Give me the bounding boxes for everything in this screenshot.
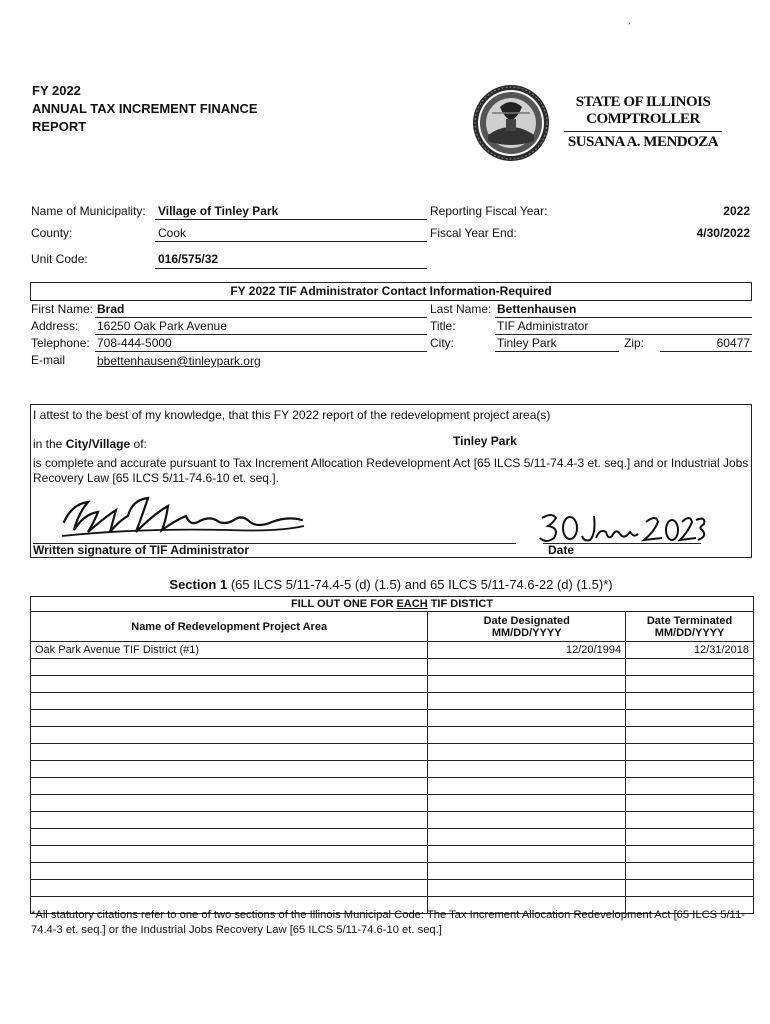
cell-date-designated [428, 812, 626, 829]
table-row [31, 744, 754, 761]
cell-project-name [31, 676, 428, 693]
last-name-underline [495, 317, 752, 318]
last-name-label: Last Name: [430, 302, 492, 316]
cell-date-terminated [626, 659, 754, 676]
cell-date-designated [428, 761, 626, 778]
email-label: E-mail [31, 353, 66, 367]
cell-project-name [31, 744, 428, 761]
stray-mark: ´ [628, 22, 631, 32]
cell-date-designated [428, 829, 626, 846]
cell-date-terminated: 12/31/2018 [626, 642, 754, 659]
comptroller-name: SUSANA A. MENDOZA [567, 134, 719, 150]
table-row [31, 727, 754, 744]
report-title-line3: REPORT [32, 119, 87, 134]
cell-date-terminated [626, 744, 754, 761]
cell-date-terminated [626, 812, 754, 829]
unit-code-underline [155, 268, 427, 269]
cell-project-name [31, 846, 428, 863]
title-label: Title: [430, 319, 456, 333]
cell-project-name [31, 829, 428, 846]
title-underline [495, 334, 752, 335]
telephone-label: Telephone: [31, 336, 90, 350]
cell-date-designated [428, 676, 626, 693]
cell-project-name [31, 710, 428, 727]
unit-code-label: Unit Code: [31, 252, 88, 266]
handwritten-date [538, 510, 708, 546]
table-row [31, 659, 754, 676]
cell-date-designated [428, 659, 626, 676]
zip-underline [660, 351, 752, 352]
telephone-underline [95, 351, 427, 352]
municipality-label: Name of Municipality: [31, 204, 146, 218]
cell-date-terminated [626, 761, 754, 778]
table-row [31, 778, 754, 795]
cell-date-terminated [626, 676, 754, 693]
cell-date-designated [428, 846, 626, 863]
municipality-underline [155, 219, 427, 220]
table-row [31, 863, 754, 880]
county-underline [155, 241, 427, 242]
fill-out-prefix: FILL OUT ONE FOR [290, 598, 397, 610]
fiscal-year-end-label: Fiscal Year End: [430, 226, 517, 240]
city-value: Tinley Park [497, 336, 557, 350]
cell-date-terminated [626, 795, 754, 812]
table-row [31, 829, 754, 846]
title-value: TIF Administrator [497, 319, 589, 333]
section-title-bold: Section 1 [169, 577, 228, 592]
cell-project-name [31, 812, 428, 829]
cell-date-terminated [626, 710, 754, 727]
attest-line3: is complete and accurate pursuant to Tax Increment Allocation Redevelopment Act [65 ILCS 5/11-74.4-3 et. seq.] and or Industrial Jobs [33, 456, 749, 470]
cell-date-terminated [626, 880, 754, 897]
cell-date-designated [428, 727, 626, 744]
cell-date-designated [428, 778, 626, 795]
attest-line2 [33, 437, 147, 451]
comptroller-divider [564, 131, 722, 132]
fill-out-header [31, 597, 754, 612]
fill-out-suffix: TIF DISTICT [427, 598, 494, 610]
comptroller-block [560, 94, 726, 151]
email-link[interactable]: bbettenhausen@tinleypark.org [97, 354, 261, 368]
cell-project-name [31, 693, 428, 710]
cell-date-designated [428, 693, 626, 710]
cell-project-name [31, 727, 428, 744]
fiscal-year-value: 2022 [723, 204, 750, 218]
cell-date-designated [428, 880, 626, 897]
cell-date-terminated [626, 727, 754, 744]
county-label: County: [31, 226, 73, 240]
cell-project-name [31, 863, 428, 880]
report-title-line2: ANNUAL TAX INCREMENT FINANCE [32, 101, 258, 116]
tif-rows [31, 642, 754, 914]
cell-date-designated [428, 744, 626, 761]
contact-title: FY 2022 TIF Administrator Contact Information-Required [230, 284, 552, 298]
cell-project-name: Oak Park Avenue TIF District (#1) [31, 642, 428, 659]
attest-line1: I attest to the best of my knowledge, that this FY 2022 report of the redevelopment project area(s) [33, 408, 551, 422]
table-row [31, 880, 754, 897]
tif-district-table [30, 596, 754, 914]
col-header-designated [428, 612, 626, 642]
address-label: Address: [31, 319, 79, 333]
cell-project-name [31, 795, 428, 812]
last-name-value: Bettenhausen [497, 302, 577, 316]
attest-line2-suffix: of: [130, 437, 147, 451]
footnote: *All statutory citations refer to one of two sections of the Illinois Municipal Code: The Tax Increment Allocation Redevelopment Act [65 ILCS 5/11-74.4-3 et. seq.] or the Industrial Jobs Recovery Law [65 ILCS 5/11-74.6-10 et. seq.] [31, 909, 745, 936]
cell-date-terminated [626, 846, 754, 863]
section-title [30, 577, 752, 592]
col-header-terminated [626, 612, 754, 642]
unit-code-value: 016/575/32 [158, 252, 219, 266]
zip-value: 60477 [716, 336, 750, 350]
cell-date-designated: 12/20/1994 [428, 642, 626, 659]
table-row [31, 710, 754, 727]
col-header-terminated-format: MM/DD/YYYY [654, 626, 725, 639]
address-value: 16250 Oak Park Avenue [97, 319, 227, 333]
report-title-line1: FY 2022 [32, 83, 81, 98]
table-row [31, 846, 754, 863]
city-label: City: [430, 336, 454, 350]
address-underline [95, 334, 427, 335]
cell-date-designated [428, 795, 626, 812]
table-row [31, 642, 754, 659]
cell-date-terminated [626, 863, 754, 880]
signature-label: Written signature of TIF Administrator [33, 543, 250, 557]
cell-date-terminated [626, 693, 754, 710]
table-row [31, 795, 754, 812]
illinois-seal-icon [470, 83, 552, 163]
state-name: STATE OF ILLINOIS [575, 94, 711, 110]
first-name-value: Brad [97, 302, 125, 316]
table-row [31, 812, 754, 829]
municipality-value: Village of Tinley Park [158, 204, 279, 218]
first-name-underline [95, 317, 427, 318]
fiscal-year-end-value: 4/30/2022 [696, 226, 750, 240]
zip-label: Zip: [624, 336, 645, 350]
cell-date-terminated [626, 778, 754, 795]
attest-line4: Recovery Law [65 ILCS 5/11-74.6-10 et. seq.]. [33, 471, 279, 485]
date-label: Date [548, 543, 575, 557]
telephone-value: 708-444-5000 [97, 336, 172, 350]
first-name-label: First Name: [31, 302, 94, 316]
table-row [31, 693, 754, 710]
cell-project-name [31, 659, 428, 676]
section-title-citation: (65 ILCS 5/11-74.4-5 (d) (1.5) and 65 ILCS 5/11-74.6-22 (d) (1.5)*) [227, 577, 613, 592]
col-header-name: Name of Redevelopment Project Area [31, 612, 428, 642]
table-row [31, 676, 754, 693]
county-value: Cook [158, 226, 187, 240]
cell-date-designated [428, 863, 626, 880]
report-title [32, 82, 258, 136]
fill-out-each: EACH [396, 598, 428, 610]
comptroller-office: COMPTROLLER [586, 111, 700, 127]
cell-project-name [31, 880, 428, 897]
cell-project-name [31, 761, 428, 778]
attest-line2-prefix: in the [33, 437, 66, 451]
attest-city-village: City/Village [65, 437, 131, 451]
fiscal-year-label: Reporting Fiscal Year: [430, 204, 548, 218]
city-underline [495, 351, 619, 352]
handwritten-signature [58, 492, 308, 542]
table-row [31, 761, 754, 778]
col-header-designated-format: MM/DD/YYYY [491, 626, 562, 639]
cell-date-designated [428, 710, 626, 727]
attest-village-name: Tinley Park [453, 434, 517, 448]
cell-project-name [31, 778, 428, 795]
cell-date-terminated [626, 829, 754, 846]
col-header-terminated-label: Date Terminated [646, 614, 733, 627]
col-header-designated-label: Date Designated [483, 614, 570, 627]
email-value[interactable] [97, 354, 261, 368]
